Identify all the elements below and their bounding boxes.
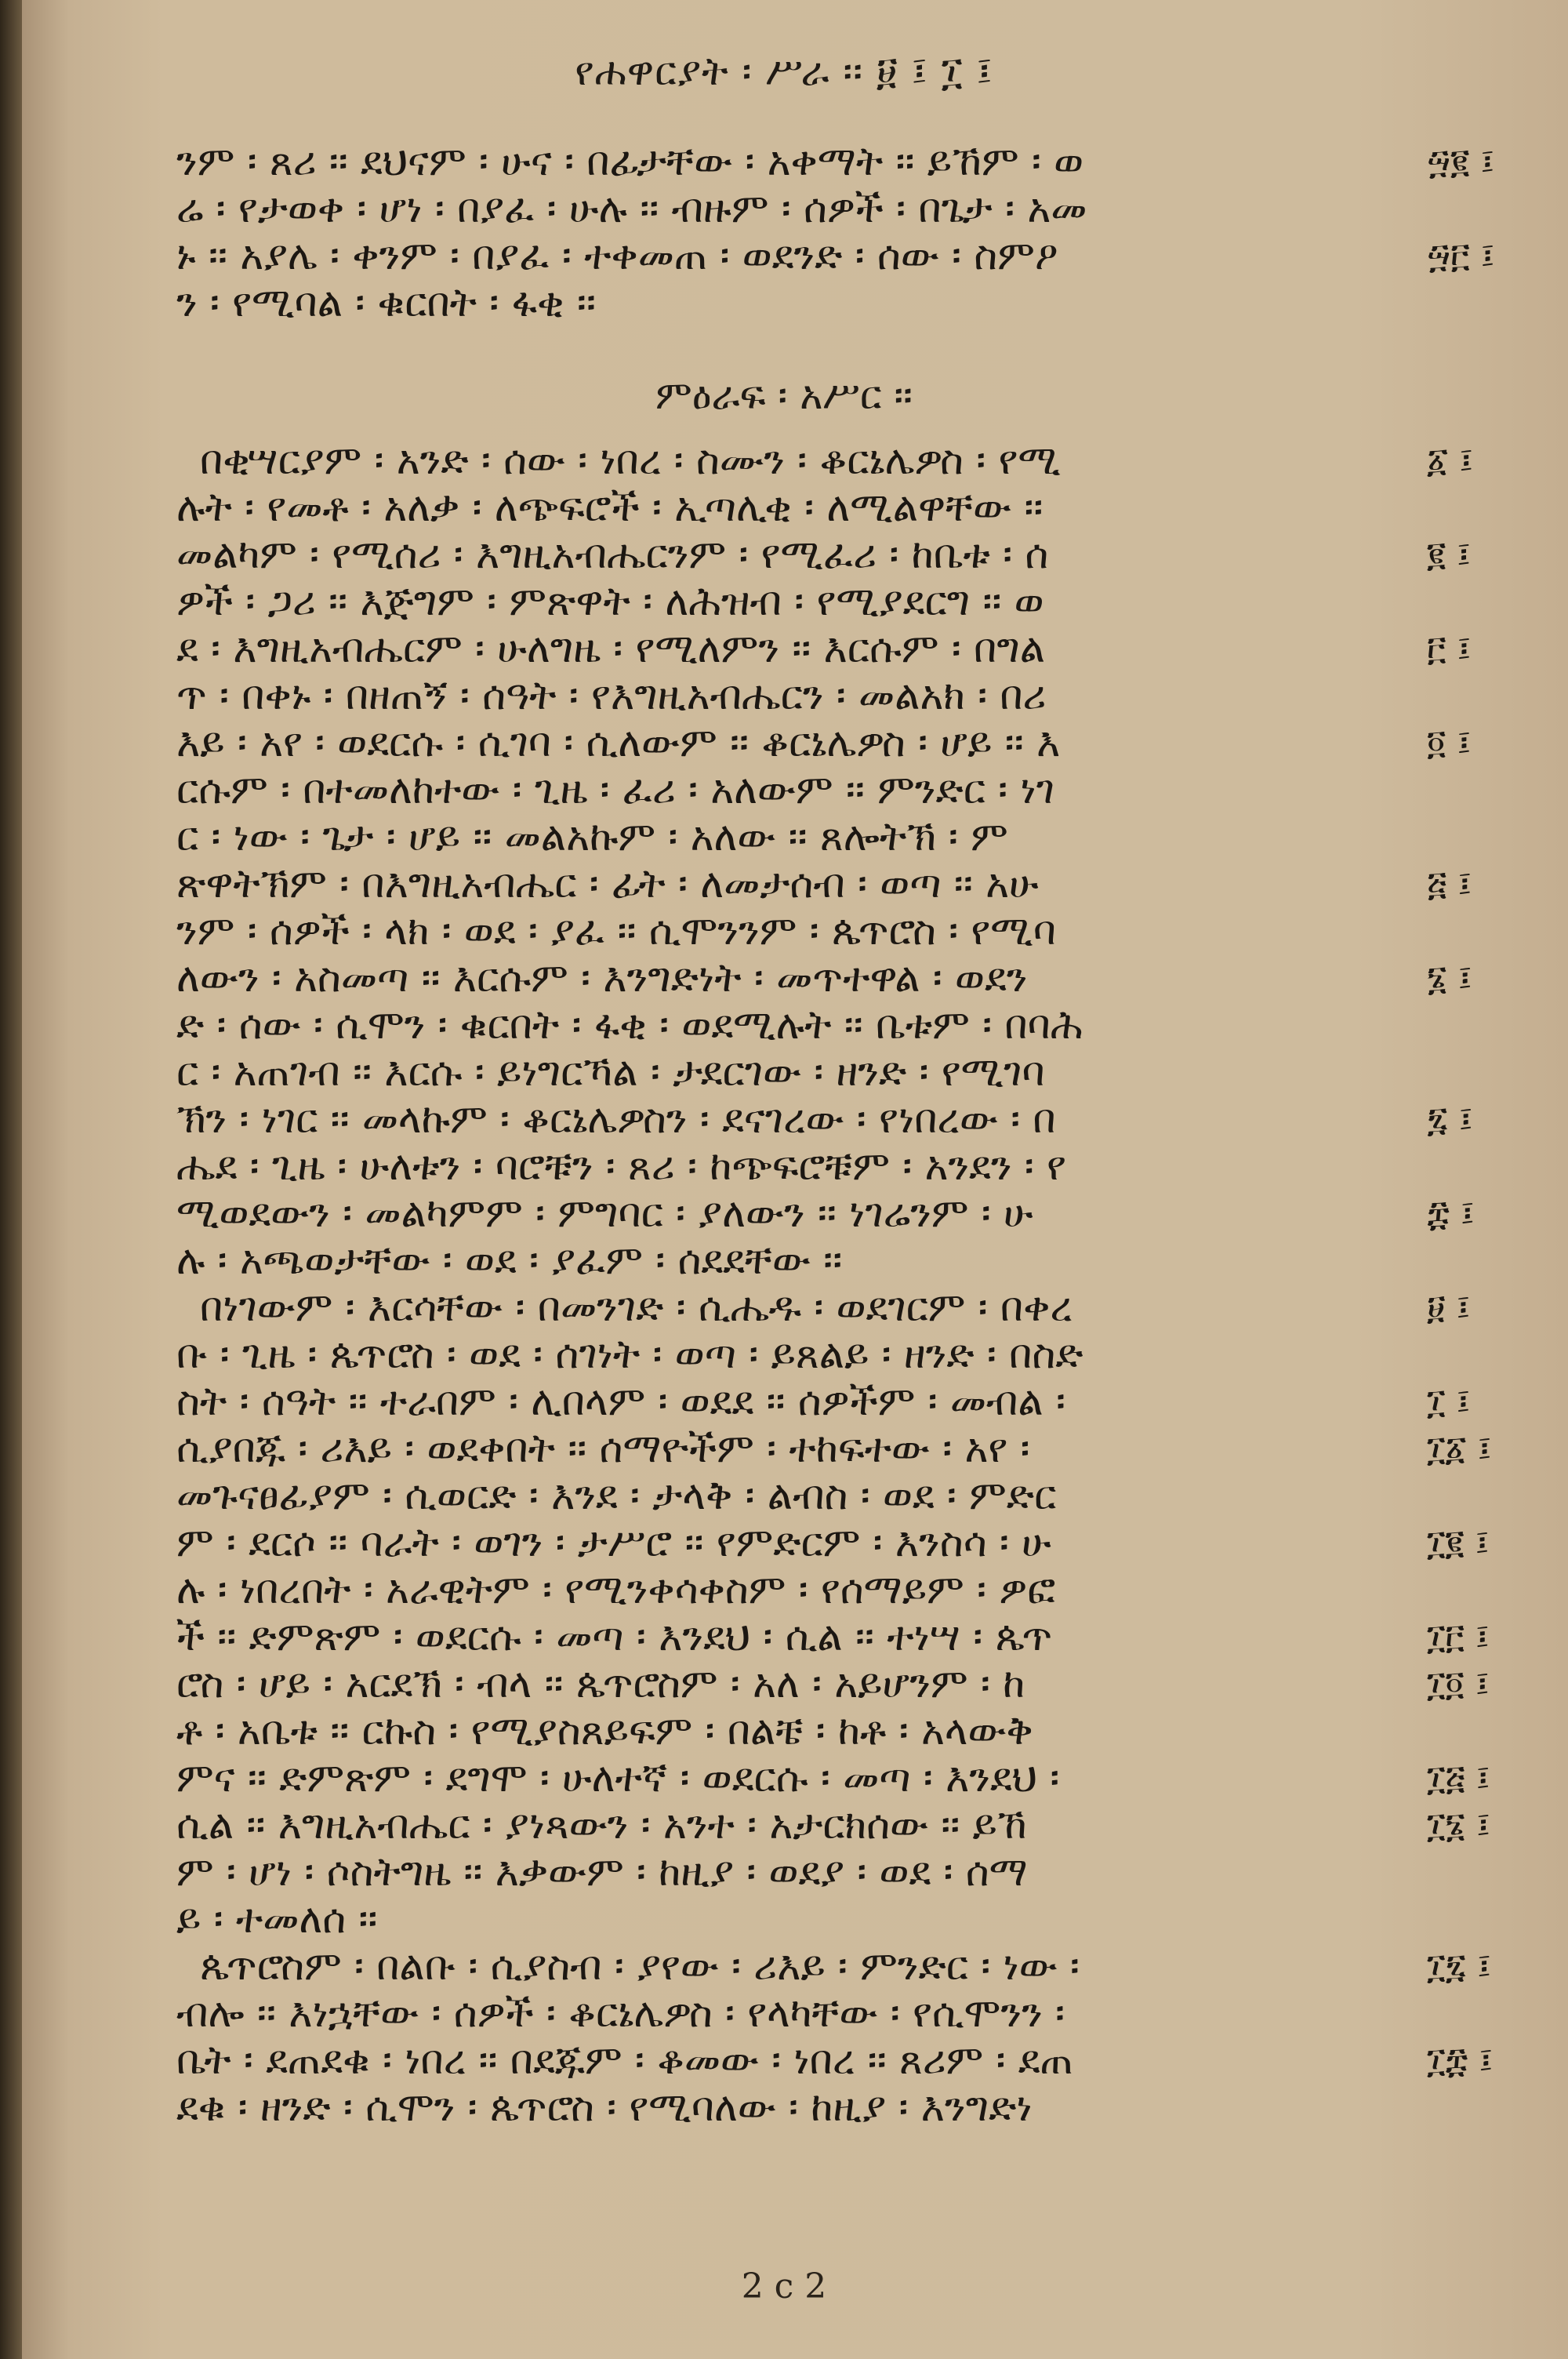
text-line: ን ፡ የሚባል ፡ ቁርበት ፡ ፋቂ ፡፡ bbox=[176, 280, 596, 326]
text-line: ብሎ ፡፡ እነኋቸው ፡ ሰዎች ፡ ቆርኔሌዎስ ፡ የላካቸው ፡ የሲሞንን ፡ bbox=[176, 1990, 1065, 2037]
text-line: ደ ፡ እግዚአብሔርም ፡ ሁለግዜ ፡ የሚለምን ፡፡ እርሱም ፡ በግል bbox=[176, 626, 1046, 672]
text-line: ጥ ፡ በቀኑ ፡ በዘጠኝ ፡ ሰዓት ፡ የእግዚአብሔርን ፡ መልአክ ፡ በሪ bbox=[176, 673, 1047, 719]
text-line: ኑ ፡፡ አያሌ ፡ ቀንም ፡ በያፈ ፡ ተቀመጠ ፡ ወደንድ ፡ ሰው ፡ ስምዖ bbox=[176, 233, 1058, 279]
text-line: ሉ ፡ አጫወታቸው ፡ ወደ ፡ ያፈም ፡ ሰደደቸው ፡፡ bbox=[176, 1238, 843, 1284]
text-line: መጉናፀፊያም ፡ ሲወርድ ፡ እንደ ፡ ታላቅ ፡ ልብስ ፡ ወደ ፡ ምድር bbox=[176, 1473, 1057, 1519]
text-line: ደቁ ፡ ዘንድ ፡ ሲሞን ፡ ጴጥሮስ ፡ የሚባለው ፡ ከዚያ ፡ እንግድነ bbox=[176, 2085, 1033, 2131]
text-line: ር ፡ ነው ፡ ጌታ ፡ ሆይ ፡፡ መልአኩም ፡ አለው ፡፡ ጸሎትኽ ፡ ም bbox=[176, 814, 1008, 860]
text-line: ጴጥሮስም ፡ በልቡ ፡ ሲያስብ ፡ ያየው ፡ ሪእይ ፡ ምንድር ፡ ነው ፡ bbox=[200, 1943, 1080, 1990]
text-line: ድ ፡ ሰው ፡ ሲሞን ፡ ቁርበት ፡ ፋቂ ፡ ወደሚሉት ፡፡ ቤቱም ፡ በባሕ bbox=[176, 1002, 1083, 1049]
text-line: ሮስ ፡ ሆይ ፡ አርደኽ ፡ ብላ ፡፡ ጴጥሮስም ፡ አለ ፡ አይሆንም ፡ ከ bbox=[176, 1661, 1025, 1707]
text-line: ርሱም ፡ በተመለከተው ፡ ጊዜ ፡ ፈሪ ፡ አለውም ፡፡ ምንድር ፡ ነገ bbox=[176, 767, 1054, 813]
verse-number: ፲፭ ፤ bbox=[1427, 1758, 1490, 1798]
verse-number: ፲፮ ፤ bbox=[1427, 1805, 1491, 1845]
verse-number: ፵፫ ፤ bbox=[1427, 236, 1495, 276]
text-line: ሔደ ፡ ጊዜ ፡ ሁለቱን ፡ ባሮቹን ፡ ጸሪ ፡ ከጭፍሮቹም ፡ አንደን ፡ የ bbox=[176, 1143, 1066, 1190]
verse-number: ፲፬ ፤ bbox=[1427, 1664, 1490, 1704]
verse-number: ፫ ፤ bbox=[1427, 629, 1472, 669]
text-line: ቶ ፡ አቤቱ ፡፡ ርኩስ ፡ የሚያስጸይፍም ፡ በልቼ ፡ ከቶ ፡ አላውቅ bbox=[176, 1708, 1033, 1754]
text-line: ዎች ፡ ጋሪ ፡፡ እጅግም ፡ ምጽዋት ፡ ለሕዝብ ፡ የሚያደርግ ፡፡ ወ bbox=[176, 579, 1044, 625]
text-line: በነገውም ፡ እርሳቸው ፡ በመንገድ ፡ ሲሔዱ ፡ ወደገርም ፡ በቀረ bbox=[200, 1285, 1073, 1331]
text-line: በቂሣርያም ፡ አንድ ፡ ሰው ፡ ነበረ ፡ ስሙን ፡ ቆርኔሌዎስ ፡ የሚ bbox=[200, 438, 1061, 484]
text-line: ቤት ፡ ደጠደቁ ፡ ነበረ ፡፡ በደጁም ፡ ቆመው ፡ ነበረ ፡፡ ጸሪም ፡ ደጠ bbox=[176, 2037, 1073, 2084]
verse-number: ፭ ፤ bbox=[1427, 864, 1472, 904]
text-line: ለውን ፡ አስመጣ ፡፡ እርሱም ፡ እንግድነት ፡ መጥተዋል ፡ ወደን bbox=[176, 955, 1028, 1001]
text-line: ኽን ፡ ነገር ፡፡ መላኩም ፡ ቆርኔሌዎስን ፡ ደናገረው ፡ የነበረው ፡ በ bbox=[176, 1096, 1056, 1143]
text-line: ቡ ፡ ጊዜ ፡ ጴጥሮስ ፡ ወደ ፡ ሰገነት ፡ ወጣ ፡ ይጸልይ ፡ ዘንድ ፡ በስድ bbox=[176, 1332, 1083, 1378]
text-line: ንም ፡ ሰዎች ፡ ላክ ፡ ወደ ፡ ያፈ ፡፡ ሲሞንንም ፡ ጴጥሮስ ፡ የሚባ bbox=[176, 908, 1056, 954]
text-line: ሉት ፡ የመቶ ፡ አለቃ ፡ ለጭፍሮች ፡ ኢጣሊቂ ፡ ለሚልዋቸው ፡፡ bbox=[176, 485, 1044, 531]
verse-number: ፯ ፤ bbox=[1427, 1100, 1473, 1140]
verse-number: ፲፯ ፤ bbox=[1427, 1946, 1492, 1986]
text-line: ም ፡ ሆነ ፡ ሶስትግዜ ፡፡ እቃውም ፡ ከዚያ ፡ ወደያ ፡ ወደ ፡ ሰማ bbox=[176, 1849, 1028, 1896]
verse-number: ፰ ፤ bbox=[1427, 1194, 1475, 1234]
verse-number: ፲፪ ፤ bbox=[1427, 1523, 1490, 1563]
folio-signature: 2 c 2 bbox=[741, 2266, 827, 2306]
verse-number: ፩ ፤ bbox=[1427, 441, 1474, 481]
verse-number: ፵፪ ፤ bbox=[1427, 142, 1495, 182]
text-line: ሉ ፡ ነበረበት ፡ አራዊትም ፡ የሚንቀሳቀስም ፡ የሰማይም ፡ ዎፎ bbox=[176, 1567, 1055, 1613]
verse-number: ፬ ፤ bbox=[1427, 723, 1472, 763]
verse-number: ፱ ፤ bbox=[1427, 1288, 1471, 1328]
text-line: ሲያበጁ ፡ ሪእይ ፡ ወደቀበት ፡፡ ሰማዮችም ፡ ተከፍተው ፡ አየ ፡ bbox=[176, 1426, 1030, 1472]
text-line: ስት ፡ ሰዓት ፡፡ ተራበም ፡ ሊበላም ፡ ወደደ ፡፡ ሰዎችም ፡ መብል ፡ bbox=[176, 1379, 1066, 1425]
text-line: ም ፡ ደርሶ ፡፡ ባራት ፡ ወገን ፡ ታሥሮ ፡፡ የምድርም ፡ እንስሳ ፡ ሁ bbox=[176, 1520, 1051, 1566]
text-line: ንም ፡ ጸሪ ፡፡ ደህናም ፡ ሁና ፡ በፊታቸው ፡ አቀማት ፡፡ ይኸም ፡ ወ bbox=[176, 139, 1084, 185]
text-line: ር ፡ አጠገብ ፡፡ እርሱ ፡ ይነግርኻል ፡ ታደርገው ፡ ዘንድ ፡ የሚገባ bbox=[176, 1049, 1045, 1096]
verse-number: ፪ ፤ bbox=[1427, 535, 1472, 575]
text-line: ይ ፡ ተመለሰ ፡፡ bbox=[176, 1896, 378, 1943]
verse-number: ፲ ፤ bbox=[1427, 1382, 1471, 1422]
running-head: የሐዋርያት ፡ ሥራ ፡፡ ፱ ፤ ፲ ፤ bbox=[575, 49, 993, 94]
verse-number: ፲፰ ፤ bbox=[1427, 2041, 1494, 2081]
text-line: ሲል ፡፡ እግዚአብሔር ፡ ያነጻውን ፡ አንተ ፡ አታርክሰው ፡፡ ይኸ bbox=[176, 1802, 1027, 1848]
verse-number: ፮ ፤ bbox=[1427, 958, 1472, 998]
text-line: መልካም ፡ የሚሰሪ ፡ እግዚአብሔርንም ፡ የሚፈሪ ፡ ከቤቱ ፡ ሰ bbox=[176, 532, 1049, 578]
text-line: ሚወደውን ፡ መልካምም ፡ ምግባር ፡ ያለውን ፡፡ ነገሬንም ፡ ሁ bbox=[176, 1190, 1033, 1237]
text-line: ጽዋትኽም ፡ በእግዚአብሔር ፡ ፊት ፡ ለመታሰብ ፡ ወጣ ፡፡ አሁ bbox=[176, 861, 1039, 907]
text-line: ምና ፡፡ ድምጽም ፡ ደግሞ ፡ ሁለተኛ ፡ ወደርሱ ፡ መጣ ፡ እንደህ ፡ bbox=[176, 1755, 1060, 1801]
verse-number: ፲፩ ፤ bbox=[1427, 1429, 1492, 1469]
text-line: እይ ፡ አየ ፡ ወደርሱ ፡ ሲገባ ፡ ሲለውም ፡፡ ቆርኔሌዎስ ፡ ሆይ ፡፡ እ bbox=[176, 720, 1061, 766]
text-line: ች ፡፡ ድምጽም ፡ ወደርሱ ፡ መጣ ፡ እንደህ ፡ ሲል ፡፡ ተነሣ ፡ ጴጥ bbox=[176, 1614, 1053, 1660]
text-line: ሬ ፡ የታወቀ ፡ ሆነ ፡ በያፈ ፡ ሁሉ ፡፡ ብዙም ፡ ሰዎች ፡ በጌታ ፡ አመ bbox=[176, 186, 1087, 232]
verse-number: ፲፫ ፤ bbox=[1427, 1617, 1490, 1657]
book-binding bbox=[0, 0, 22, 2359]
chapter-title: ምዕራፍ ፡ አሥር ፡፡ bbox=[655, 373, 913, 418]
